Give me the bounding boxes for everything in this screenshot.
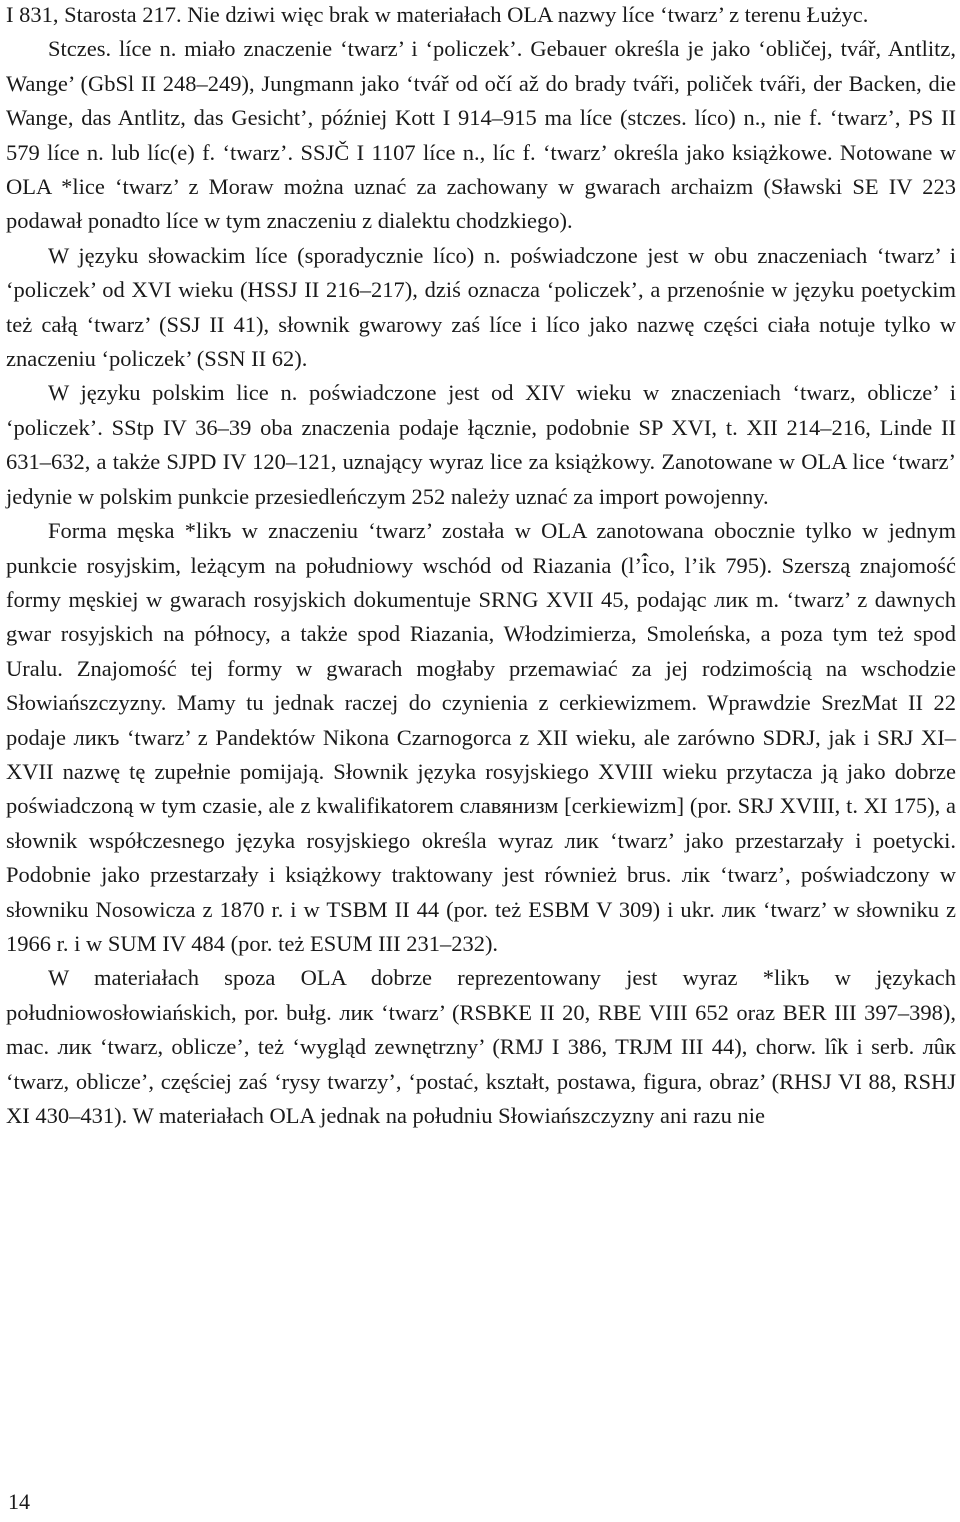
- paragraph-6: W materiałach spoza OLA dobrze reprezentowany jest wyraz *likъ w językach południowosłowiańskich, por. bułg. лик ‘twarz’ (RSBKE II 20, RBE VIII 652 oraz BER III 397–398), mac. лик ‘twarz, oblicze’, też ‘wygląd zewnętrzny’ (RMJ I 386, TRJM III 44), chorw. lîk i serb. лûк ‘twarz, oblicze’, częściej zaś ‘rysy twarzy’, ‘postać, kształt, postawa, figura, obraz’ (RHSJ VI 88, RSHJ XI 430–431). W materiałach OLA jednak na południu Słowiańszczyzny ani razu nie: [6, 965, 956, 1128]
- paragraph-3: W języku słowackim líce (sporadycznie líco) n. poświadczone jest w obu znaczeniach ‘twarz’ i ‘policzek’ od XVI wieku (HSSJ II 216–217), dziś oznacza ‘policzek’, a przenośnie w języku poetyckim też całą ‘twarz’ (SSJ II 41), słownik gwarowy zaś líce i líco jako nazwę części ciała notuje tylko w znaczeniu ‘policzek’ (SSN II 62).: [6, 242, 956, 372]
- paragraph-2: Stczes. líce n. miało znaczenie ‘twarz’ i ‘policzek’. Gebauer określa je jako ‘obličej, tvář, Antlitz, Wange’ (GbSl II 248–249), Jungmann jako ‘tvář od očí až do brady tváři, poliček tváři, der Backen, die Wange, das Antlitz, das Gesicht’, później Kott I 914–915 ma líce (stczes. líco) n., nie f. ‘twarz’, PS II 579 líce n. lub líc(e) f. ‘twarz’. SSJČ I 1107 líce n., líc f. ‘twarz’ określa jako książkowe. Notowane w OLA *lice ‘twarz’ z Moraw można uznać za zachowany w gwarach archaizm (Sławski SE IV 223 podawał ponadto líce w tym znaczeniu z dialektu chodzkiego).: [6, 36, 956, 234]
- page-number: 14: [8, 1489, 30, 1514]
- paragraph-1: I 831, Starosta 217. Nie dziwi więc brak w materiałach OLA nazwy líce ‘twarz’ z terenu Łużyc.: [6, 2, 869, 27]
- page-body: [6, 0, 956, 1133]
- paragraph-5: Forma męska *likъ w znaczeniu ‘twarz’ została w OLA zanotowana obocznie tylko w jednym punkcie rosyjskim, leżącym na południowy wschód od Riazania (l’i̇̂co, l’ik 795). Szerszą znajomość formy męskiej w gwarach rosyjskich dokumentuje SRNG XVII 45, podając лик m. ‘twarz’ z dawnych gwar rosyjskich na północy, a także spod Riazania, Włodzimierza, Smoleńska, a poza tym też spod Uralu. Znajomość tej formy w gwarach mogłaby przemawiać za jej rodzimością na wschodzie Słowiańszczyzny. Mamy tu jednak raczej do czynienia z cerkiewizmem. Wprawdzie SrezMat II 22 podaje ликъ ‘twarz’ z Pandektów Nikona Czarnogorca z XII wieku, ale zarówno SDRJ, jak i SRJ XI–XVII nazwę tę zupełnie pomijają. Słownik języka rosyjskiego XVIII wieku przytacza ją jako dobrze poświadczoną w tym czasie, ale z kwalifikatorem славянизм [cerkiewizm] (por. SRJ XVIII, t. XI 175), a słownik współczesnego języka rosyjskiego określa wyraz лик ‘twarz’ jako przestarzały i poetycki. Podobnie jako przestarzały i książkowy traktowany jest również brus. лік ‘twarz’, poświadczony w słowniku Nosowicza z 1870 r. i w TSBM II 44 (por. też ESBM V 309) i ukr. лик ‘twarz’ w słowniku z 1966 r. i w SUM IV 484 (por. też ESUM III 231–232).: [6, 518, 956, 956]
- paragraph-4: W języku polskim lice n. poświadczone jest od XIV wieku w znaczeniach ‘twarz, oblicze’ i ‘policzek’. SStp IV 36–39 oba znaczenia podaje łącznie, podobnie SP XVI, t. XII 214–216, Linde II 631–632, a także SJPD IV 120–121, uznający wyraz lice za książkowy. Zanotowane w OLA lice ‘twarz’ jedynie w polskim punkcie przesiedleńczym 252 należy uznać za import powojenny.: [6, 380, 956, 509]
